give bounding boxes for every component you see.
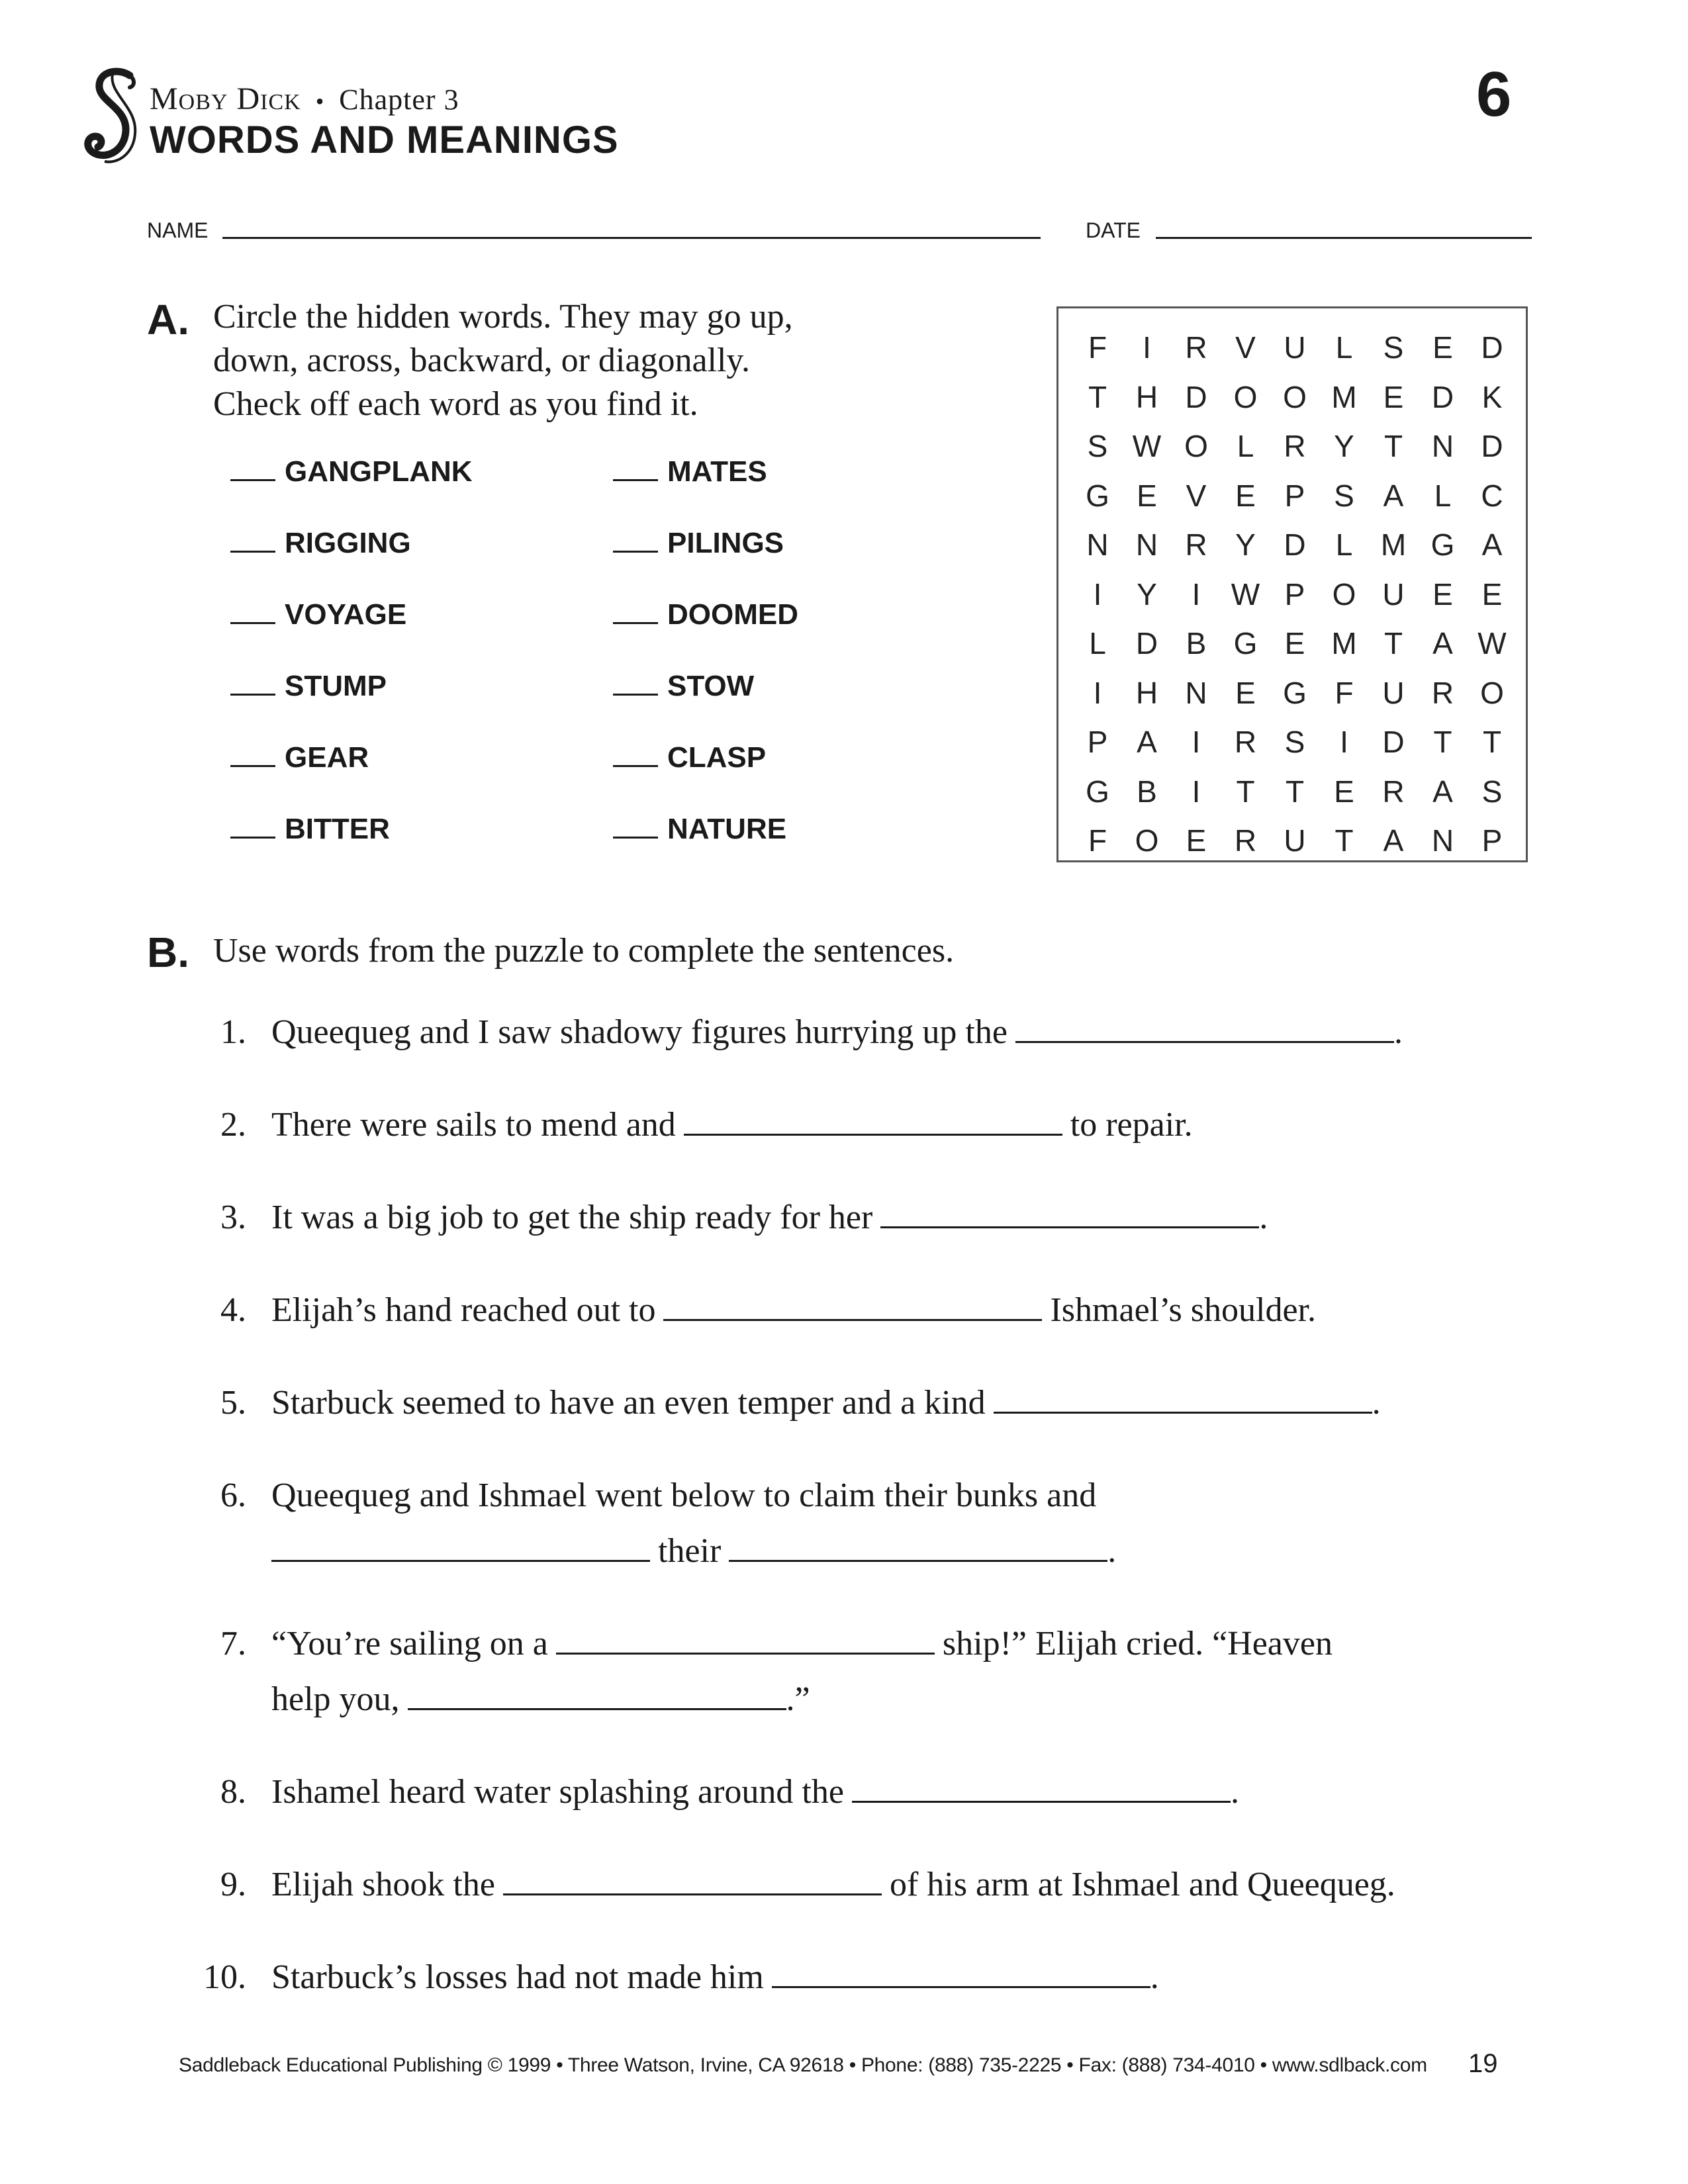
question-text: Elijah shook the xyxy=(271,1866,495,1903)
grid-letter[interactable]: O xyxy=(1184,429,1208,463)
question-1 xyxy=(271,1013,1403,1052)
grid-row xyxy=(1058,471,1526,520)
section-a-letter: A. xyxy=(147,296,189,343)
grid-letter[interactable]: S xyxy=(1284,725,1305,759)
grid-letter[interactable]: A xyxy=(1383,823,1404,858)
question-5 xyxy=(271,1383,1381,1422)
grid-letter[interactable]: O xyxy=(1233,379,1258,414)
grid-letter[interactable]: M xyxy=(1380,527,1407,562)
grid-row xyxy=(1058,767,1526,816)
grid-letter[interactable]: F xyxy=(1335,675,1354,710)
question-8 xyxy=(271,1772,1239,1811)
question-6-line-1: Queequeg and Ishmael went below to claim their bunks and xyxy=(271,1477,1097,1514)
grid-letter[interactable]: E xyxy=(1383,379,1404,414)
answer-blank[interactable] xyxy=(880,1226,1259,1228)
grid-letter[interactable]: P xyxy=(1284,478,1305,513)
section-b-instructions: Use words from the puzzle to complete the sentences. xyxy=(213,932,955,970)
answer-blank[interactable] xyxy=(1015,1040,1394,1043)
word-label: CLASP xyxy=(667,741,767,774)
grid-letter[interactable]: R xyxy=(1185,330,1207,365)
grid-letter[interactable]: L xyxy=(1434,478,1452,513)
grid-row xyxy=(1058,668,1526,717)
grid-letter[interactable]: E xyxy=(1235,478,1256,513)
grid-letter[interactable]: D xyxy=(1481,429,1503,463)
question-number: 8. xyxy=(220,1773,246,1811)
check-blank[interactable] xyxy=(613,479,658,481)
series-line xyxy=(150,81,459,117)
grid-letter[interactable]: O xyxy=(1480,675,1504,710)
word-check-item[interactable] xyxy=(613,455,767,488)
grid-letter[interactable]: B xyxy=(1186,626,1207,660)
question-3 xyxy=(271,1198,1268,1237)
grid-letter[interactable]: E xyxy=(1432,576,1453,612)
question-text: their xyxy=(658,1532,722,1570)
question-text: . xyxy=(1107,1532,1117,1570)
grid-letter[interactable]: T xyxy=(1433,725,1452,759)
grid-letter[interactable]: E xyxy=(1235,675,1256,710)
question-text: Queequeg and I saw shadowy figures hurrying up the xyxy=(271,1013,1008,1051)
question-text: Starbuck seemed to have an even temper and a kind xyxy=(271,1384,986,1422)
grid-row xyxy=(1058,619,1526,668)
grid-letter[interactable]: N xyxy=(1431,823,1454,858)
word-label: GEAR xyxy=(285,741,369,774)
question-6-line-2 xyxy=(271,1531,1116,1570)
question-4 xyxy=(271,1291,1316,1330)
word-label: RIGGING xyxy=(285,527,411,559)
question-text: .” xyxy=(786,1680,810,1718)
question-text: Elijah’s hand reached out to xyxy=(271,1291,656,1329)
check-blank[interactable] xyxy=(613,765,658,767)
grid-letter[interactable]: U xyxy=(1284,823,1306,858)
word-check-item[interactable] xyxy=(613,527,784,560)
word-label: STOW xyxy=(667,670,755,702)
word-check-item[interactable] xyxy=(613,670,754,703)
instruction-line: Check off each word as you find it. xyxy=(213,385,698,423)
word-label: STUMP xyxy=(285,670,387,702)
grid-letter[interactable]: R xyxy=(1284,429,1306,463)
word-label: GANGPLANK xyxy=(285,455,473,488)
grid-letter[interactable]: A xyxy=(1383,478,1404,513)
grid-letter[interactable]: V xyxy=(1235,330,1256,365)
grid-letter[interactable]: S xyxy=(1334,478,1354,513)
question-number: 1. xyxy=(220,1013,246,1051)
grid-letter[interactable]: E xyxy=(1186,823,1207,858)
grid-letter[interactable]: O xyxy=(1135,823,1159,858)
grid-letter[interactable]: D xyxy=(1284,527,1306,562)
grid-row xyxy=(1058,717,1526,766)
header-separator: • xyxy=(315,88,325,114)
grid-letter[interactable]: U xyxy=(1382,675,1405,710)
grid-letter[interactable]: F xyxy=(1088,330,1107,365)
grid-letter[interactable]: A xyxy=(1432,774,1453,809)
grid-letter[interactable]: L xyxy=(1335,330,1353,365)
question-text: Ishamel heard water splashing around the xyxy=(271,1773,844,1811)
grid-letter[interactable]: V xyxy=(1186,478,1207,513)
grid-letter[interactable]: G xyxy=(1233,626,1258,660)
grid-letter[interactable]: O xyxy=(1283,379,1307,414)
instruction-line: down, across, backward, or diagonally. xyxy=(213,341,751,379)
grid-letter[interactable]: E xyxy=(1432,330,1453,365)
word-check-item[interactable] xyxy=(230,741,369,774)
word-check-item[interactable] xyxy=(230,527,411,560)
grid-letter[interactable]: T xyxy=(1236,774,1255,809)
question-number: 5. xyxy=(220,1384,246,1422)
grid-letter[interactable]: T xyxy=(1482,725,1502,759)
grid-letter[interactable]: E xyxy=(1137,478,1157,513)
sheet-number: 6 xyxy=(1476,59,1512,130)
grid-row xyxy=(1058,323,1526,372)
grid-letter[interactable]: A xyxy=(1481,527,1503,562)
grid-letter[interactable]: R xyxy=(1382,774,1405,809)
grid-letter[interactable]: N xyxy=(1185,675,1207,710)
question-number: 4. xyxy=(220,1291,246,1329)
question-number: 10. xyxy=(203,1958,246,1996)
ornate-s-logo-icon xyxy=(78,68,147,167)
grid-letter[interactable]: P xyxy=(1087,725,1108,759)
book-title: Moby Dick xyxy=(150,81,301,116)
question-text: . xyxy=(1372,1384,1381,1422)
question-number: 6. xyxy=(220,1477,246,1514)
grid-letter[interactable]: I xyxy=(1192,774,1201,809)
grid-letter[interactable]: I xyxy=(1143,330,1151,365)
grid-letter[interactable]: I xyxy=(1340,725,1348,759)
word-label: MATES xyxy=(667,455,767,488)
instruction-line: Circle the hidden words. They may go up, xyxy=(213,298,793,336)
question-text: . xyxy=(1393,1013,1403,1051)
grid-letter[interactable]: T xyxy=(1383,429,1403,463)
grid-letter[interactable]: O xyxy=(1332,576,1356,612)
grid-letter[interactable]: I xyxy=(1093,675,1102,710)
grid-letter[interactable]: I xyxy=(1093,576,1102,612)
name-label: NAME xyxy=(147,218,209,242)
word-check-item[interactable] xyxy=(613,598,798,631)
grid-letter[interactable]: Y xyxy=(1334,429,1354,463)
grid-letter[interactable]: F xyxy=(1088,823,1107,858)
check-blank[interactable] xyxy=(230,694,275,696)
question-number: 3. xyxy=(220,1199,246,1236)
grid-letter[interactable]: N xyxy=(1086,527,1109,562)
grid-letter[interactable]: U xyxy=(1382,576,1405,612)
grid-row xyxy=(1058,570,1526,619)
grid-letter[interactable]: R xyxy=(1234,725,1257,759)
grid-letter[interactable]: D xyxy=(1382,725,1405,759)
grid-letter[interactable]: L xyxy=(1089,626,1106,660)
word-search-grid[interactable] xyxy=(1056,306,1528,862)
word-check-item[interactable] xyxy=(230,598,406,631)
answer-blank[interactable] xyxy=(271,1559,650,1562)
grid-letter[interactable]: E xyxy=(1284,626,1305,660)
grid-letter[interactable]: A xyxy=(1432,626,1453,660)
grid-letter[interactable]: C xyxy=(1481,478,1503,513)
question-text: ship!” Elijah cried. “Heaven xyxy=(942,1625,1333,1662)
question-text: Ishmael’s shoulder. xyxy=(1050,1291,1316,1329)
grid-letter[interactable]: K xyxy=(1481,379,1503,414)
question-10 xyxy=(271,1958,1159,1997)
grid-letter[interactable]: W xyxy=(1231,576,1260,612)
grid-letter[interactable]: A xyxy=(1137,725,1157,759)
grid-letter[interactable]: G xyxy=(1086,478,1109,513)
check-blank[interactable] xyxy=(230,551,275,553)
grid-letter[interactable]: T xyxy=(1335,823,1354,858)
check-blank[interactable] xyxy=(613,622,658,624)
grid-letter[interactable]: R xyxy=(1431,675,1454,710)
question-text: “You’re sailing on a xyxy=(271,1625,548,1662)
grid-letter[interactable]: I xyxy=(1192,725,1201,759)
answer-blank[interactable] xyxy=(556,1652,935,1655)
answer-blank[interactable] xyxy=(729,1559,1107,1562)
grid-letter[interactable]: G xyxy=(1430,527,1455,562)
grid-letter[interactable]: L xyxy=(1237,429,1254,463)
grid-letter[interactable]: G xyxy=(1086,774,1109,809)
question-7-line-2 xyxy=(271,1680,810,1719)
question-text: of his arm at Ishmael and Queequeg. xyxy=(889,1866,1395,1903)
check-blank[interactable] xyxy=(230,622,275,624)
word-label: NATURE xyxy=(667,813,787,845)
check-blank[interactable] xyxy=(613,551,658,553)
grid-letter[interactable]: S xyxy=(1383,330,1404,365)
grid-letter[interactable]: S xyxy=(1087,429,1108,463)
question-text: . xyxy=(1259,1199,1268,1236)
page-number: 19 xyxy=(1468,2049,1498,2078)
page-title: WORDS AND MEANINGS xyxy=(150,118,619,161)
check-blank[interactable] xyxy=(230,765,275,767)
grid-letter[interactable]: N xyxy=(1135,527,1158,562)
answer-blank[interactable] xyxy=(408,1707,786,1710)
grid-letter[interactable]: R xyxy=(1185,527,1207,562)
question-2 xyxy=(271,1105,1193,1144)
grid-letter[interactable]: E xyxy=(1481,576,1503,612)
grid-letter[interactable]: S xyxy=(1481,774,1503,809)
grid-letter[interactable]: M xyxy=(1331,379,1357,414)
word-check-item[interactable] xyxy=(613,741,766,774)
word-label: VOYAGE xyxy=(285,598,407,631)
grid-letter[interactable]: G xyxy=(1283,675,1307,710)
section-b-letter: B. xyxy=(147,929,189,976)
word-check-item[interactable] xyxy=(230,813,390,846)
footer-credit: Saddleback Educational Publishing © 1999 • Three Watson, Irvine, CA 92618 • Phone: (888) 735-2225 • Fax: (888) 734-4010 • www.sdlback.com xyxy=(179,2054,1427,2076)
date-field[interactable] xyxy=(1156,237,1532,239)
question-text: to repair. xyxy=(1070,1106,1193,1144)
answer-blank[interactable] xyxy=(994,1411,1372,1414)
check-blank[interactable] xyxy=(613,837,658,839)
date-label: DATE xyxy=(1086,218,1141,242)
grid-letter[interactable]: T xyxy=(1088,379,1107,414)
grid-letter[interactable]: Y xyxy=(1137,576,1157,612)
section-a-instructions xyxy=(213,295,793,426)
question-text: . xyxy=(1230,1773,1239,1811)
question-number: 9. xyxy=(220,1866,246,1903)
grid-row xyxy=(1058,422,1526,471)
answer-blank[interactable] xyxy=(772,1985,1150,1988)
grid-row xyxy=(1058,520,1526,569)
grid-letter[interactable]: N xyxy=(1431,429,1454,463)
question-9 xyxy=(271,1865,1395,1904)
grid-letter[interactable]: M xyxy=(1331,626,1357,660)
grid-letter[interactable]: D xyxy=(1185,379,1207,414)
grid-letter[interactable]: R xyxy=(1234,823,1257,858)
question-text: It was a big job to get the ship ready for her xyxy=(271,1199,873,1236)
grid-letter[interactable]: Y xyxy=(1235,527,1256,562)
question-text: Starbuck’s losses had not made him xyxy=(271,1958,764,1996)
chapter-label: Chapter 3 xyxy=(339,83,459,116)
word-check-item[interactable] xyxy=(230,455,473,488)
question-7-line-1 xyxy=(271,1624,1333,1663)
grid-letter[interactable]: P xyxy=(1481,823,1503,858)
grid-letter[interactable]: H xyxy=(1135,675,1158,710)
grid-letter[interactable]: E xyxy=(1334,774,1354,809)
grid-letter[interactable]: T xyxy=(1285,774,1305,809)
question-number: 7. xyxy=(220,1625,246,1662)
grid-letter[interactable]: L xyxy=(1335,527,1353,562)
grid-letter[interactable]: T xyxy=(1383,626,1403,660)
grid-row xyxy=(1058,373,1526,422)
answer-blank[interactable] xyxy=(503,1893,882,1895)
name-field[interactable] xyxy=(222,237,1041,239)
question-number: 2. xyxy=(220,1106,246,1144)
word-check-item[interactable] xyxy=(613,813,786,846)
grid-letter[interactable]: W xyxy=(1477,626,1507,660)
grid-letter[interactable]: P xyxy=(1284,576,1305,612)
grid-letter[interactable]: H xyxy=(1135,379,1158,414)
grid-letter[interactable]: W xyxy=(1132,429,1162,463)
word-label: BITTER xyxy=(285,813,390,845)
grid-letter[interactable]: D xyxy=(1135,626,1158,660)
grid-row xyxy=(1058,816,1526,865)
answer-blank[interactable] xyxy=(852,1800,1231,1803)
grid-letter[interactable]: D xyxy=(1481,330,1503,365)
answer-blank[interactable] xyxy=(663,1318,1042,1321)
answer-blank[interactable] xyxy=(684,1133,1062,1136)
question-text: . xyxy=(1150,1958,1159,1996)
word-label: PILINGS xyxy=(667,527,784,559)
check-blank[interactable] xyxy=(230,479,275,481)
question-text: help you, xyxy=(271,1680,400,1718)
question-text: There were sails to mend and xyxy=(271,1106,676,1144)
grid-letter[interactable]: B xyxy=(1137,774,1157,809)
word-check-item[interactable] xyxy=(230,670,387,703)
grid-letter[interactable]: U xyxy=(1284,330,1306,365)
grid-letter[interactable]: I xyxy=(1192,576,1201,612)
grid-letter[interactable]: D xyxy=(1431,379,1454,414)
word-label: DOOMED xyxy=(667,598,798,631)
check-blank[interactable] xyxy=(230,837,275,839)
check-blank[interactable] xyxy=(613,694,658,696)
